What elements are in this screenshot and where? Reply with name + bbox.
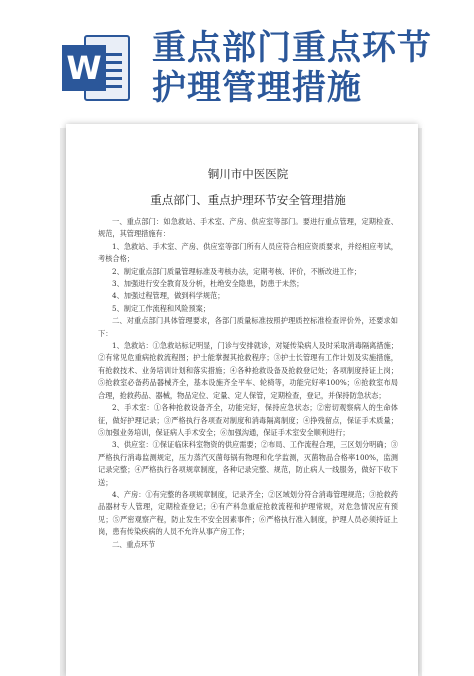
banner-title: [152, 28, 472, 108]
word-letter-tile: W: [62, 45, 106, 91]
paragraph: 1、急救站：①急救站标记明显，门诊与安排就诊，对疑传染病人及时采取消毒隔离措施；②有常见危重病抢救流程图；护士能掌握其抢救程序；③护士长管理有工作计划及实施措施，有抢救技术、业务培训计划和落实措施；④各种抢救设备及抢救登记处；各项制度持证上岗；⑤抢救室必备药品器械齐全，基本设施齐全平车、轮椅等，功能完好率100%；⑥抢救室布局合理，抢救药品、器械，物品定位、定量、定人保管，定期检查，登记，并保持防急状态；: [98, 341, 398, 400]
paragraph: 5、制定工作流程和风险预案；: [112, 303, 211, 313]
banner: [0, 0, 474, 118]
paragraph: 二、重点环节: [112, 539, 156, 549]
paragraph: 3、加强进行安全教育及分析，杜绝安全隐患，防患于未然；: [112, 279, 304, 289]
paragraph: 2、手术室：①各种抢救设备齐全，功能完好，保持应急状态；②密切观察病人的生命体征，做好护理记录；③严格执行各项查对制度和消毒隔离制度；④挣残留点，保证手术质量；⑤加强业务培训，保证病人手术安全；⑥加强沟通，保证手术室安全顺利进行；: [98, 403, 398, 437]
paragraph: 二、对重点部门具体管理要求，各部门质量标准按照护理质控标准检查评价外，还要求如下：: [98, 316, 398, 338]
banner-title-line1: 重点部门重点环节: [152, 28, 432, 68]
paragraph: 4、加强过程管理，做到科学规范；: [112, 291, 225, 301]
paragraph: 3、供应室：①保证临床科室物资的供应需要；②布局、工作流程合理，三区划分明确；③严格执行消毒监测规定，压力蒸汽灭菌每锅有物理和化学监测，灭菌物品合格率100%，监测记录完整；④严格执行各项规章制度，各种记录完整、规范，防止病人一线服务，做好下收下送；: [98, 440, 398, 487]
word-document-icon: [62, 31, 132, 105]
banner-title-line2: 护理管理措施: [152, 68, 362, 108]
paragraph: 1、急救站、手术室、产房、供应室等部门所有人员应符合相应资质要求，并经相应考试，考核合格；: [98, 241, 398, 264]
document-page: [66, 124, 418, 676]
document-title: 重点部门、重点护理环节安全管理措施: [150, 193, 346, 207]
paragraph: 一、重点部门：如急救站、手术室、产房、供应室等部门。要进行重点管理，定期检查、规范，其管理措施有：: [98, 217, 398, 239]
paragraph: 2、制定重点部门质量管理标准及考核办法，定期考核、评价，不断改进工作；: [112, 266, 361, 276]
paragraph: 4、产房：①有完整的各项规章制度，记录齐全；②区域划分符合消毒管理规范；③抢救药品器材专人管理，定期检查登记；④有产科急重症抢救流程和护理常规，对危急情况应有预见；⑤严密观察产程，防止发生不安全因素事件；⑥严格执行准入制度，护理人员必须持证上岗，患有传染疾病的人员不允许从事产房工作；: [98, 489, 398, 537]
hospital-name: 铜川市中医医院: [207, 167, 289, 181]
